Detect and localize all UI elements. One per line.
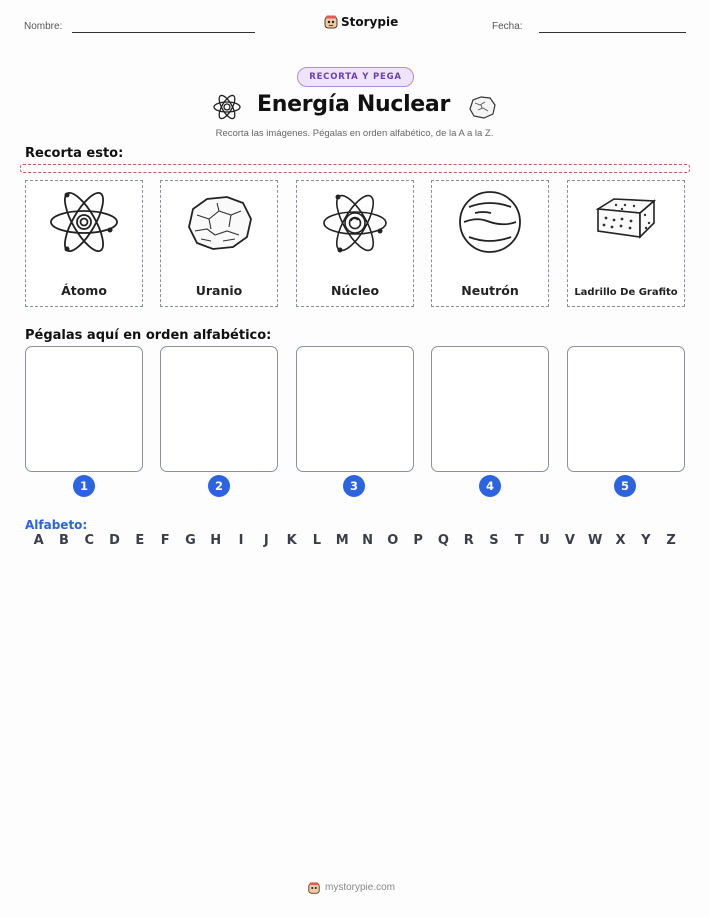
alphabet-letter: G <box>185 533 196 548</box>
paste-box-5[interactable] <box>567 346 685 472</box>
number-badge-2: 2 <box>208 475 230 497</box>
card-label: Neutrón <box>461 283 519 298</box>
alphabet-letter: E <box>135 533 145 548</box>
paste-box-4[interactable] <box>431 346 549 472</box>
cut-section-heading: Recorta esto: <box>25 146 124 161</box>
number-badge-4: 4 <box>479 475 501 497</box>
alphabet-letter: M <box>335 533 349 548</box>
alphabet-letter: S <box>489 533 499 548</box>
page-title: Energía Nuclear <box>257 92 451 117</box>
cut-card-nucleo[interactable] <box>296 180 414 307</box>
alphabet-letter: J <box>263 533 269 548</box>
storypie-logo-icon <box>323 14 339 30</box>
date-label: Fecha: <box>492 21 523 32</box>
alphabet-row <box>26 533 684 548</box>
cut-card-atomo[interactable] <box>25 180 143 307</box>
date-line <box>539 32 686 33</box>
brand-name: Storypie <box>341 15 399 29</box>
alphabet-letter: C <box>84 533 95 548</box>
cut-card-uranio[interactable] <box>160 180 278 307</box>
alphabet-letter: V <box>564 533 575 548</box>
footer-logo-icon <box>307 880 321 894</box>
nucleus-icon <box>320 189 390 257</box>
alphabet-letter: Y <box>641 533 651 548</box>
alphabet-letter: K <box>286 533 297 548</box>
number-badge-3: 3 <box>343 475 365 497</box>
paste-box-2[interactable] <box>160 346 278 472</box>
graphite-brick-icon <box>594 193 658 243</box>
alphabet-letter: Z <box>666 533 676 548</box>
alphabet-letter: D <box>109 533 120 548</box>
atom-icon <box>47 189 121 255</box>
alphabet-letter: F <box>160 533 170 548</box>
alphabet-heading: Alfabeto: <box>25 518 88 532</box>
title-atom-icon <box>212 93 242 125</box>
card-label: Átomo <box>61 283 107 298</box>
alphabet-letter: N <box>362 533 373 548</box>
paste-box-1[interactable] <box>25 346 143 472</box>
card-label: Núcleo <box>330 283 380 298</box>
alphabet-letter: U <box>539 533 550 548</box>
alphabet-letter: Q <box>437 533 449 548</box>
alphabet-letter: W <box>588 533 603 548</box>
alphabet-letter: H <box>210 533 222 548</box>
alphabet-letter: O <box>387 533 399 548</box>
paste-section-heading: Pégalas aquí en orden alfabético: <box>25 328 272 343</box>
cut-card-neutron[interactable] <box>431 180 549 307</box>
alphabet-letter: A <box>33 533 44 548</box>
alphabet-letter: I <box>238 533 244 548</box>
activity-badge: RECORTA Y PEGA <box>297 67 414 87</box>
number-badge-1: 1 <box>73 475 95 497</box>
rock-icon <box>181 191 257 255</box>
alphabet-letter: B <box>58 533 69 548</box>
number-badge-5: 5 <box>614 475 636 497</box>
footer-website: mystorypie.com <box>325 882 396 893</box>
neutron-icon <box>457 189 523 255</box>
cut-card-ladrillo-de-grafito[interactable] <box>567 180 685 307</box>
cut-line <box>20 164 690 173</box>
alphabet-letter: R <box>463 533 474 548</box>
paste-box-3[interactable] <box>296 346 414 472</box>
alphabet-letter: P <box>413 533 423 548</box>
name-line <box>72 32 255 33</box>
instructions: Recorta las imágenes. Pégalas en orden alfabético, de la A a la Z. <box>215 128 494 139</box>
card-label: Ladrillo De Grafito <box>574 287 678 298</box>
card-label: Uranio <box>195 283 243 298</box>
alphabet-letter: T <box>514 533 524 548</box>
title-rock-icon <box>466 93 498 125</box>
name-label: Nombre: <box>24 21 63 32</box>
alphabet-letter: X <box>615 533 626 548</box>
alphabet-letter: L <box>312 533 322 548</box>
